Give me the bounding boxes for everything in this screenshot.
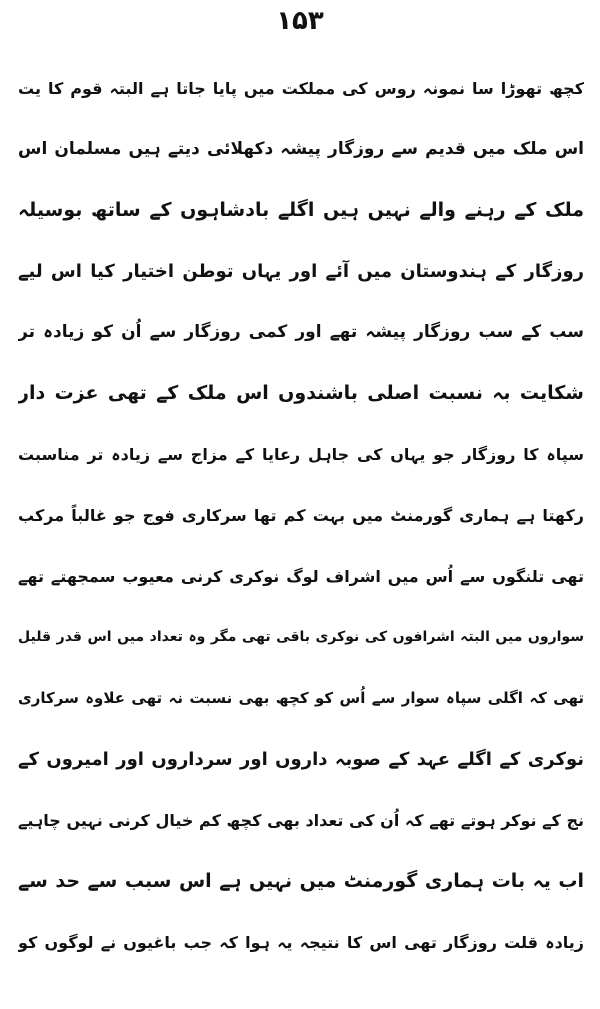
text-line: اس ملک میں قدیم سے روزگار پیشہ دکھلائی دیتے ہیں مسلمان اس — [18, 139, 584, 159]
text-line: سپاہ کا روزگار جو یہاں کی جاہل رعایا کے مزاج سے زیادہ تر مناسبت — [18, 445, 584, 464]
text-line: سب کے سب روزگار پیشہ تھے اور کمی روزگار سے اُن کو زیادہ تر — [18, 322, 584, 342]
text-line: زیادہ قلت روزگار تھی اس کا نتیجہ یہ ہوا کہ جب باغیوں نے لوگوں کو — [18, 933, 584, 952]
text-line: کچھ تھوڑا سا نمونہ روس کی مملکت میں پایا جاتا ہے البتہ قوم کا یت — [18, 79, 584, 98]
text-line: رکھتا ہے ہماری گورمنٹ میں بہت کم تھا سرکاری فوج جو غالباً مرکب — [18, 506, 584, 525]
text-line: روزگار کے ہندوستان میں آئے اور یہاں توطن اختیار کیا اس لیے — [18, 261, 584, 282]
text-line: شکایت بہ نسبت اصلی باشندوں اس ملک کے تھی عزت دار — [18, 382, 584, 404]
text-line: اب یہ بات ہماری گورمنٹ میں نہیں ہے اس سبب سے حد سے — [18, 870, 584, 892]
text-line: نج کے نوکر ہوتے تھے کہ اُن کی تعداد بھی کچھ کم خیال کرنی نہیں چاہیے — [18, 811, 584, 830]
text-line: سواروں میں البتہ اشرافوں کی نوکری باقی تھی مگر وہ تعداد میں اس قدر قلیل — [18, 629, 584, 645]
text-line: ملک کے رہنے والے نہیں ہیں اگلے بادشاہوں کے ساتھ بوسیلہ — [18, 199, 584, 221]
text-line: نوکری کے اگلے عہد کے صوبہ داروں اور سرداروں اور امیروں کے — [18, 749, 584, 770]
text-line: تھی تلنگوں سے اُس میں اشراف لوگ نوکری کرنی معیوب سمجھتے تھے — [18, 567, 584, 586]
text-line: تھی کہ اگلی سپاہ سوار سے اُس کو کچھ بھی نسبت نہ تھی علاوہ سرکاری — [18, 689, 584, 707]
page-body-text — [18, 58, 584, 973]
page-number: ۱۵۳ — [276, 6, 324, 36]
